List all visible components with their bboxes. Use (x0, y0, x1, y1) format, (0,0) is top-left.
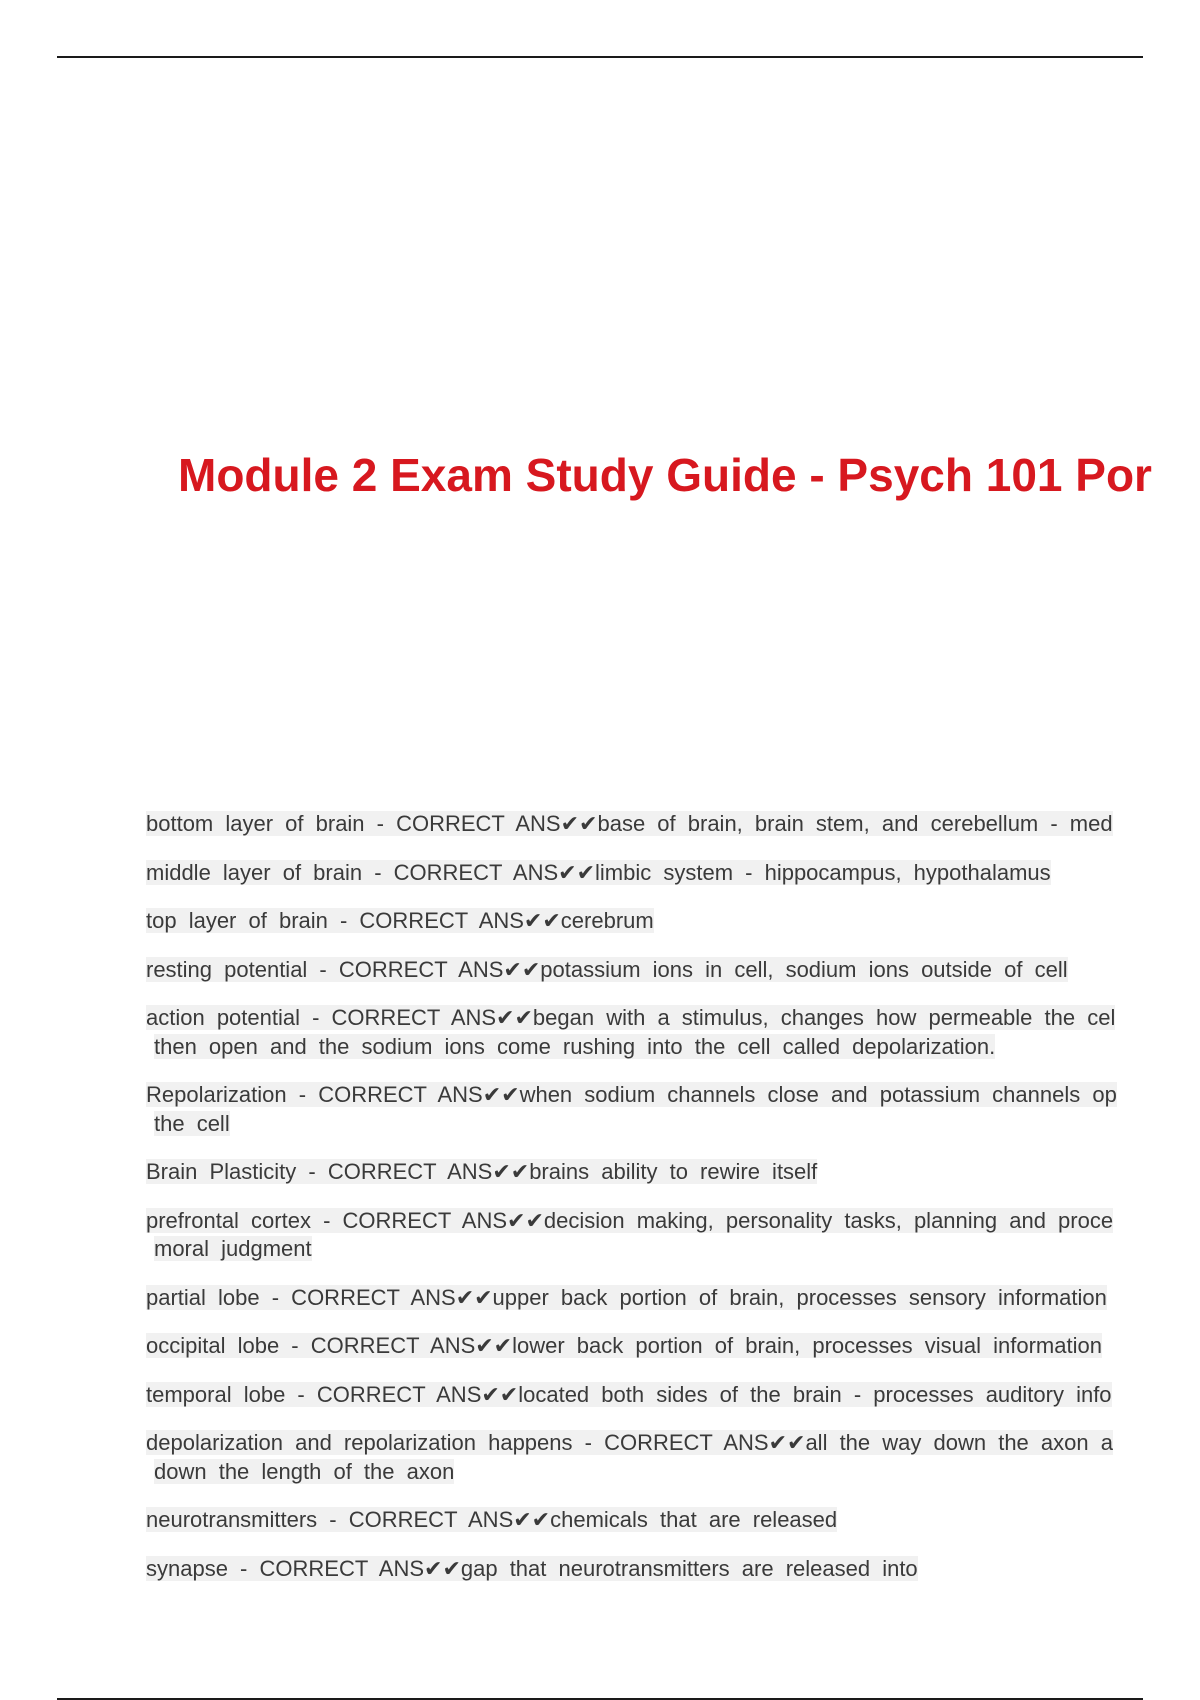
entry-depolarization-and-repolarization (146, 1429, 1200, 1486)
entry-text: Brain Plasticity - CORRECT ANS✔✔brains ability to rewire itself (146, 1159, 818, 1184)
entry-text: action potential - CORRECT ANS✔✔began with a stimulus, changes how permeable the cel (146, 1005, 1116, 1030)
entry-bottom-layer-of-brain (146, 810, 1200, 839)
entry-text: partial lobe - CORRECT ANS✔✔upper back portion of brain, processes sensory information (146, 1284, 1107, 1310)
entry-text: occipital lobe - CORRECT ANS✔✔lower back portion of brain, processes visual information (146, 1333, 1102, 1358)
entry-text: depolarization and repolarization happens - CORRECT ANS✔✔all the way down the axon a (146, 1430, 1113, 1455)
entry-text: neurotransmitters - CORRECT ANS✔✔chemicals that are released (146, 1507, 838, 1532)
entry-synapse (146, 1555, 1200, 1584)
entry-temporal-lobe (146, 1381, 1200, 1410)
entry-text: resting potential - CORRECT ANS✔✔potassium ions in cell, sodium ions outside of cell (146, 956, 1068, 982)
entry-text: middle layer of brain - CORRECT ANS✔✔limbic system - hippocampus, hypothalamus (146, 859, 1051, 885)
entry-text: temporal lobe - CORRECT ANS✔✔located both sides of the brain - processes auditory info (146, 1381, 1112, 1407)
entry-text: synapse - CORRECT ANS✔✔gap that neurotransmitters are released into (146, 1555, 918, 1581)
top-rule (57, 56, 1143, 58)
entry-text: prefrontal cortex - CORRECT ANS✔✔decision making, personality tasks, planning and proce (146, 1207, 1114, 1233)
entry-middle-layer-of-brain (146, 859, 1200, 888)
entry-prefrontal-cortex (146, 1207, 1200, 1264)
entry-repolarization (146, 1081, 1200, 1138)
study-guide-entries (146, 810, 1200, 1603)
entry-resting-potential (146, 956, 1200, 985)
entry-top-layer-of-brain (146, 907, 1200, 936)
entry-text-continuation: then open and the sodium ions come rushing into the cell called depolarization. (154, 1033, 996, 1059)
document-title: Module 2 Exam Study Guide - Psych 101 Por (178, 449, 1152, 501)
entry-action-potential (146, 1004, 1200, 1061)
entry-text-continuation: the cell (154, 1110, 230, 1136)
entry-neurotransmitters (146, 1506, 1200, 1535)
entry-text-continuation: moral judgment (154, 1236, 312, 1261)
entry-partial-lobe (146, 1284, 1200, 1313)
entry-text-continuation: down the length of the axon (154, 1458, 455, 1484)
entry-occipital-lobe (146, 1332, 1200, 1361)
entry-text: bottom layer of brain - CORRECT ANS✔✔base of brain, brain stem, and cerebellum - med (146, 811, 1113, 836)
entry-text: Repolarization - CORRECT ANS✔✔when sodium channels close and potassium channels op (146, 1082, 1117, 1107)
entry-brain-plasticity (146, 1158, 1200, 1187)
entry-text: top layer of brain - CORRECT ANS✔✔cerebrum (146, 908, 654, 933)
